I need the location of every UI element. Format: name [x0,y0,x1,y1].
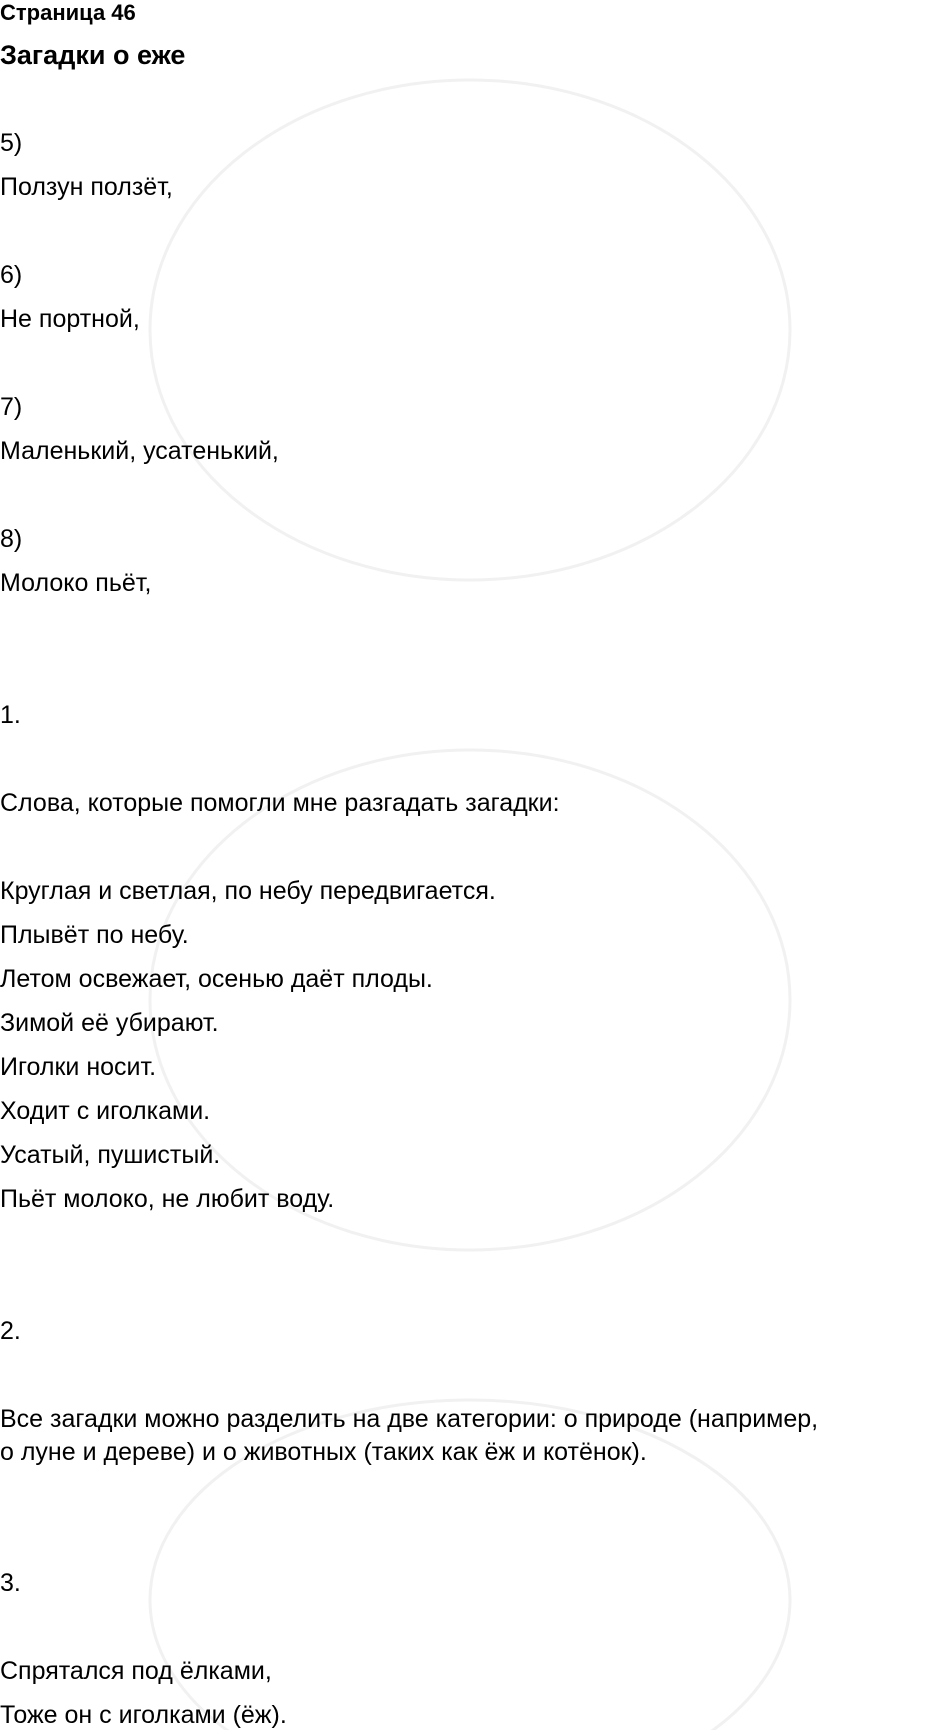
task-number: 1. [0,701,21,729]
task-line: Тоже он с иголками (ёж). [0,1701,287,1729]
task-line: Пьёт молоко, не любит воду. [0,1185,335,1213]
task-line: Усатый, пушистый. [0,1141,221,1169]
task-line: Все загадки можно разделить на две категории: о природе (например, [0,1405,819,1433]
task-line: Спрятался под ёлками, [0,1657,272,1685]
riddle-number: 8) [0,525,23,553]
task-line: о луне и дереве) и о животных (таких как ёж и котёнок). [0,1438,647,1466]
task-line: Круглая и светлая, по небу передвигается. [0,877,496,905]
riddle-number: 6) [0,261,23,289]
task-line: Плывёт по небу. [0,921,189,949]
task-heading: Слова, которые помогли мне разгадать загадки: [0,789,560,817]
task-line: Иголки носит. [0,1053,157,1081]
riddle-text: Молоко пьёт, [0,569,152,597]
riddle-number: 5) [0,129,23,157]
riddle-text: Ползун ползёт, [0,173,173,201]
task-number: 2. [0,1317,21,1345]
riddle-text: Маленький, усатенький, [0,437,279,465]
page-title: Загадки о еже [0,40,186,70]
riddle-number: 7) [0,393,23,421]
page-number: Страница 46 [0,0,136,25]
riddle-text: Не портной, [0,305,140,333]
task-line: Летом освежает, осенью даёт плоды. [0,965,433,993]
task-line: Ходит с иголками. [0,1097,211,1125]
task-number: 3. [0,1569,21,1597]
task-line: Зимой её убирают. [0,1009,219,1037]
